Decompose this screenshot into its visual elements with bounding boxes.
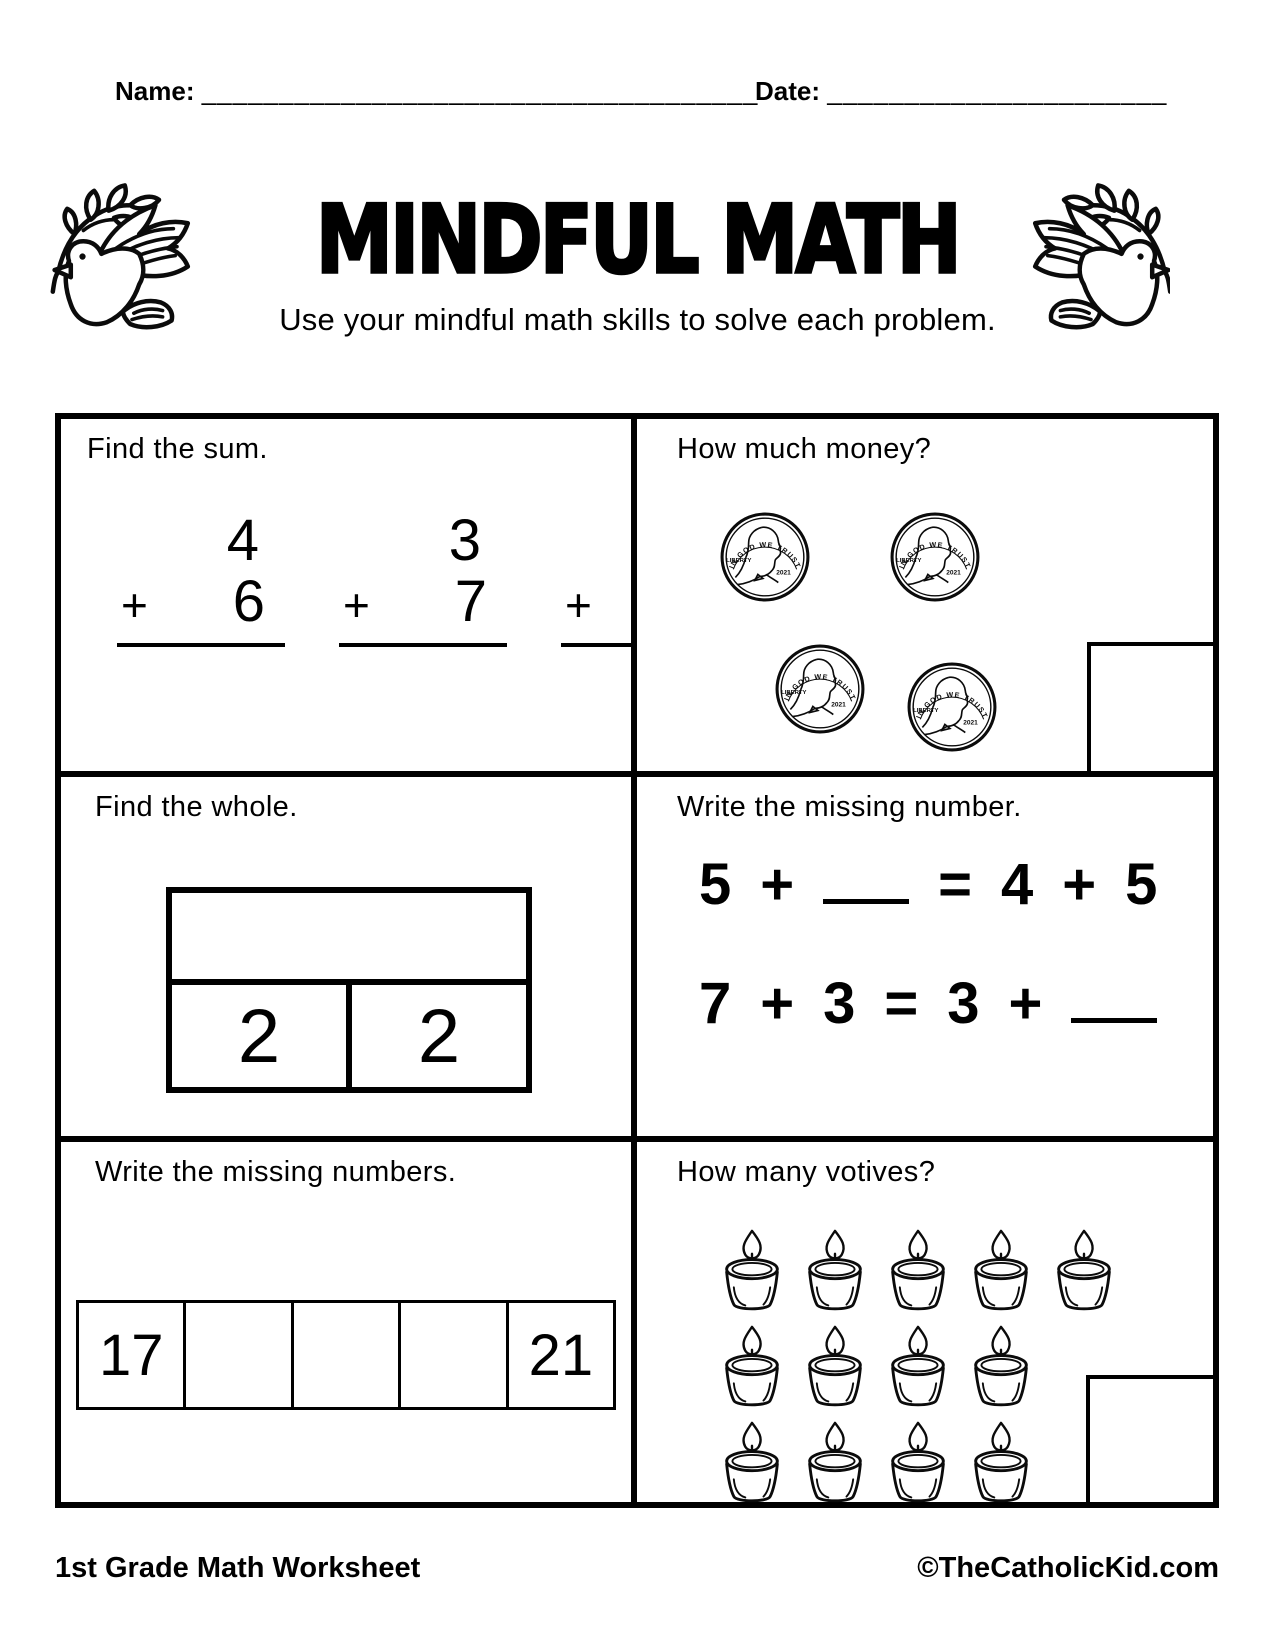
answer-box xyxy=(1087,642,1213,771)
footer-worksheet-label: 1st Grade Math Worksheet xyxy=(55,1552,421,1584)
part-boxes xyxy=(172,985,526,1087)
date-blank-line: ______________________ xyxy=(827,76,1168,106)
votive-row xyxy=(721,1420,1115,1508)
name-field xyxy=(115,76,758,107)
votive-candle-icon xyxy=(804,1324,866,1412)
votive-candle-icon xyxy=(804,1228,866,1316)
equation-token: = xyxy=(938,852,973,917)
equation-token: + xyxy=(760,971,795,1036)
whole-box xyxy=(172,893,526,985)
strip-empty-cell xyxy=(398,1303,505,1407)
equation xyxy=(699,970,1157,1037)
prompt-missing-numbers: Write the missing numbers. xyxy=(95,1156,457,1188)
votive-field xyxy=(721,1228,1115,1516)
votive-candle-icon xyxy=(887,1324,949,1412)
number-strip xyxy=(76,1300,616,1410)
prompt-find-whole: Find the whole. xyxy=(95,791,298,823)
addition-problem: + xyxy=(561,511,729,647)
equation-token: + xyxy=(1008,971,1043,1036)
cell-find-whole xyxy=(61,777,637,1142)
footer-credit: ©TheCatholicKid.com xyxy=(917,1552,1219,1584)
equation-token: 5 xyxy=(699,852,732,917)
votive-row xyxy=(721,1228,1115,1316)
page-subtitle: Use your mindful math skills to solve each problem. xyxy=(279,302,996,337)
equation-token: = xyxy=(884,971,919,1036)
votive-candle-icon xyxy=(721,1228,783,1316)
votive-candle-icon xyxy=(887,1420,949,1508)
part-box: 2 xyxy=(346,985,526,1087)
addition-problem: 3 + 7 xyxy=(339,511,507,647)
cell-find-sum xyxy=(61,419,637,777)
equation-token: + xyxy=(760,852,795,917)
votive-candle-icon xyxy=(804,1420,866,1508)
strip-number-cell: 17 xyxy=(98,1322,164,1388)
votive-candle-icon xyxy=(970,1228,1032,1316)
cell-votives xyxy=(637,1142,1213,1502)
name-label: Name: xyxy=(115,76,195,106)
equation-token: 3 xyxy=(947,971,980,1036)
answer-blank xyxy=(823,851,909,904)
votive-candle-icon xyxy=(887,1228,949,1316)
equation-token: 7 xyxy=(699,971,732,1036)
penny-icon xyxy=(889,511,981,603)
votive-candle-icon xyxy=(721,1324,783,1412)
problem-grid xyxy=(55,413,1219,1508)
penny-icon xyxy=(774,643,866,735)
date-field xyxy=(755,76,1167,107)
cell-money xyxy=(637,419,1213,777)
answer-blank xyxy=(1071,970,1157,1023)
answer-box xyxy=(1086,1375,1213,1502)
date-label: Date: xyxy=(755,76,821,106)
votive-candle-icon xyxy=(970,1420,1032,1508)
name-blank-line: ____________________________________ xyxy=(201,76,759,106)
votive-candle-icon xyxy=(721,1420,783,1508)
equation-token: 5 xyxy=(1125,852,1158,917)
equation xyxy=(699,851,1157,918)
penny-icon xyxy=(906,661,998,753)
strip-number-cell: 21 xyxy=(506,1303,613,1407)
strip-empty-cell xyxy=(183,1303,290,1407)
part-whole-diagram xyxy=(166,887,532,1093)
cell-missing-numbers xyxy=(61,1142,637,1502)
votive-row xyxy=(721,1324,1115,1412)
strip-empty-cell xyxy=(291,1303,398,1407)
penny-icon xyxy=(719,511,811,603)
votive-candle-icon xyxy=(970,1324,1032,1412)
equation-token: 4 xyxy=(1001,852,1034,917)
prompt-money: How much money? xyxy=(677,433,932,465)
votive-candle-icon xyxy=(1053,1228,1115,1316)
addition-problem: 4 + 6 xyxy=(117,511,285,647)
equation-token: 3 xyxy=(823,971,856,1036)
prompt-find-sum: Find the sum. xyxy=(87,433,268,465)
prompt-missing-number: Write the missing number. xyxy=(677,791,1022,823)
page-title: MINDFUL MATH xyxy=(315,186,960,295)
part-box: 2 xyxy=(237,993,281,1079)
cell-missing-number xyxy=(637,777,1213,1142)
prompt-votives: How many votives? xyxy=(677,1156,936,1188)
equation-token: + xyxy=(1062,852,1097,917)
equation-list xyxy=(699,851,1157,1089)
